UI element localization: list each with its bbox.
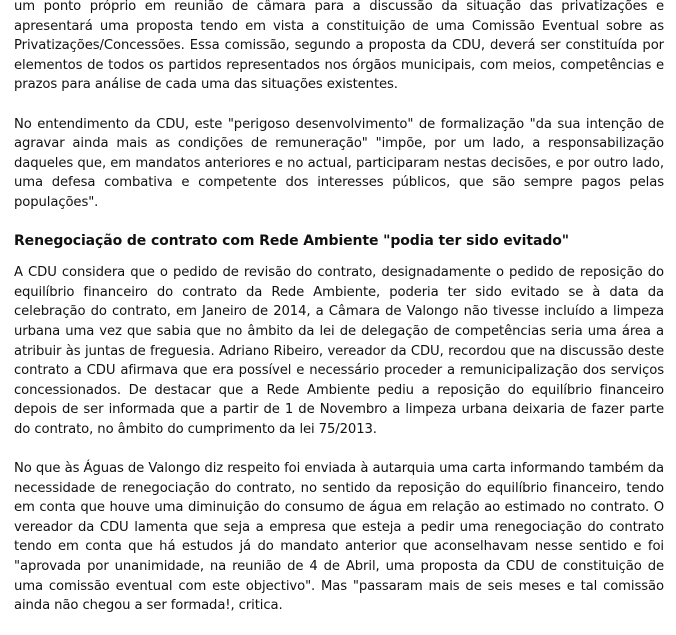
article-body	[14, 0, 664, 635]
paragraph-rede-ambiente: A CDU considera que o pedido de revisão do contrato, designadamente o pedido de reposição do equilíbrio financeiro do contrato da Rede Ambiente, poderia ter sido evitado se à data da celebração do contrato, em Janeiro de 2014, a Câmara de Valongo não tivesse incluído a limpeza urbana uma vez que sabia que no âmbito da lei de delegação de competências seria uma área a atribuir às juntas de freguesia. Adriano Ribeiro, vereador da CDU, recordou que na discussão deste contrato a CDU afirmava que era possível e necessário proceder a remunicipalização dos serviços concessionados. De destacar que a Rede Ambiente pediu a reposição do equilíbrio financeiro depois de ser informada que a partir de 1 de Novembro a limpeza urbana deixaria de fazer parte do contrato, no âmbito do cumprimento da lei 75/2013.	[14, 265, 664, 437]
paragraph-privatizations: um ponto próprio em reunião de câmara para a discussão da situação das privatizações e apresentará uma proposta tendo em vista a constituição de uma Comissão Eventual sobre as Privatizações/Concessões. Essa comissão, segundo a proposta da CDU, deverá ser constituída por elementos de todos os partidos representados nos órgãos municipais, com meios, competências e prazos para análise de cada uma das situações existentes.	[14, 0, 664, 93]
paragraph-aguas-valongo: No que às Águas de Valongo diz respeito foi enviada à autarquia uma carta informando também da necessidade de renegociação do contrato, no sentido da reposição do equilíbrio financeiro, tendo em conta que houve uma diminuição do consumo de água em relação ao estimado no contrato. O vereador da CDU lamenta que seja a empresa que esteja a pedir uma renegociação do contrato tendo em conta que há estudos já do mandato anterior que aconselhavam nesse sentido e foi "aprovada por unanimidade, na reunião de 4 de Abril, uma proposta da CDU de constituição de uma comissão eventual com este objectivo". Mas "passaram mais de seis meses e tal comissão ainda não chegou a ser formada!, critica.	[14, 461, 664, 614]
section-heading: Renegociação de contrato com Rede Ambiente "podia ter sido evitado"	[14, 233, 569, 250]
paragraph-cdu-understanding: No entendimento da CDU, este "perigoso desenvolvimento" de formalização "da sua intenção de agravar ainda mais as condições de remuneração" "impõe, por um lado, a responsabilização daqueles que, em mandatos anteriores e no actual, participaram nestas decisões, e por outro lado, uma defesa combativa e competente dos interesses públicos, que são sempre pagos pelas populações".	[14, 116, 664, 210]
